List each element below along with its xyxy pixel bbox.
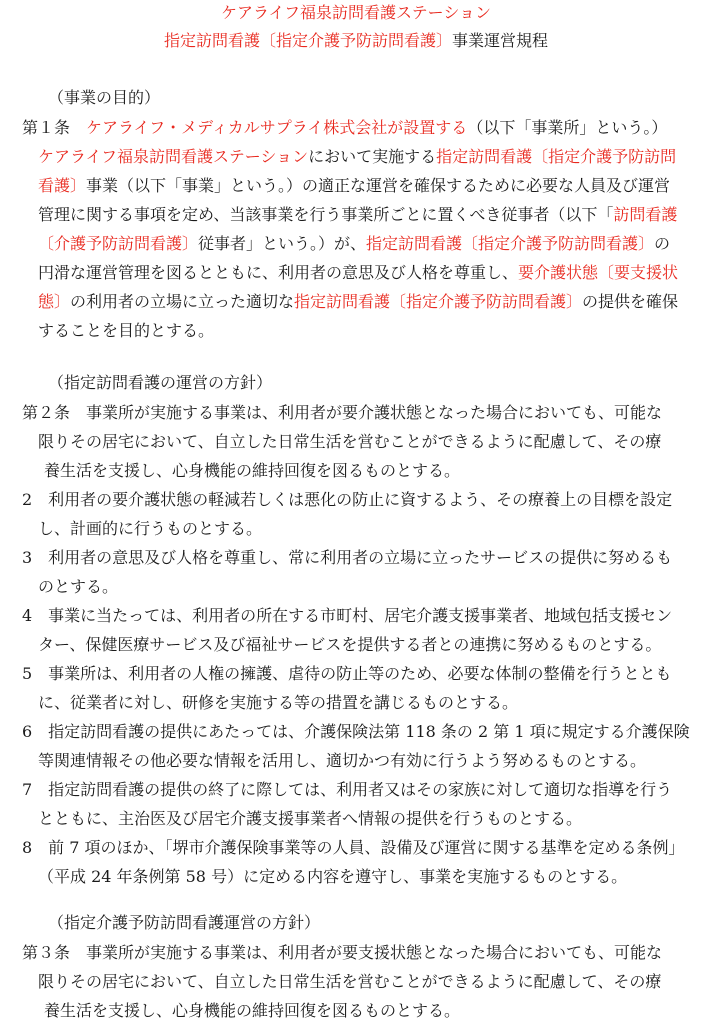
article-2-para-5: 5 事業所は、利用者の人権の擁護、虐待の防止等のため、必要な体制の整備を行うととも: [22, 664, 672, 683]
title-service-name: 指定訪問看護〔指定介護予防訪問看護〕: [163, 31, 452, 50]
article-2-para-8: 8 前 7 項のほか、「堺市介護保険事業等の人員、設備及び運営に関する基準を定める条例」: [22, 838, 685, 857]
article-2-para-6: 6 指定訪問看護の提供にあたっては、介護保険法第 118 条の 2 第 1 項に規定する介護保険: [22, 722, 690, 741]
article-1-line-3: 看護〕事業（以下「事業」という。）の適正な運営を確保するために必要な人員及び運営: [38, 176, 671, 195]
article-1-line-7: 態〕の利用者の立場に立った適切な指定訪問看護〔指定介護予防訪問看護〕の提供を確保: [38, 292, 679, 311]
heading-preventive-nursing-policy: （指定介護予防訪問看護運営の方針）: [48, 913, 321, 932]
article-1-line-5: 〔介護予防訪問看護〕従事者」という。）が、指定訪問看護〔指定介護予防訪問看護〕の: [38, 234, 671, 253]
article-2: 第２条 事業所が実施する事業は、利用者が要介護状態となった場合においても、可能な 限りその居宅において、自立した日常生活を営むことができるように配慮して、その療 養生活を支援し、心身機能の維持回復を図るものとする。 2 利用者の要介護状態の軽減若しくは悪化の防止に資するよう、その療養上の目標を設定 し、計画的に行うものとする。 3 利用者の意思及び人格を尊重し、常に利用者の立場に立ったサービスの提供に努めるも のとする。 4 事業に当たっては、利用者の所在する市町村、居宅介護支援事業者、地域包括支援セン ター、保健医療サービス及び福祉サービスを提供する者との連携に努めるものとする。 5 事業所は、利用者の人権の擁護、虐待の防止等のため、必要な体制の整備を行うととも に、従業者に対し、研修を実施する等の措置を講じるものとする。 6 指定訪問看護の提供にあたっては、介護保険法第 118 条の 2 第 1 項に規定する介護保険 等関連情報その他必要な情報を活用し、適切かつ有効に行うよう努めるものとする。 7 指定訪問看護の提供の終了に際しては、利用者又はその家族に対して適切な指導を行う とともに、主治医及び居宅介護支援事業者へ情報の提供を行うものとする。 8 前 7 項のほか、「堺市介護保険事業等の人員、設備及び運営に関する基準を定める条例」 （平成 24 年条例第 58 号）に定める内容を遵守し、事業を実施するものとする。: [22, 398, 702, 891]
article-2-para-2: 2 利用者の要介護状態の軽減若しくは悪化の防止に資するよう、その療養上の目標を設定: [22, 490, 673, 509]
article-1-line-2: ケアライフ福泉訪問看護ステーションにおいて実施する指定訪問看護〔指定介護予防訪問: [38, 147, 677, 166]
article-1-line-1: 第１条 ケアライフ・メディカルサプライ株式会社が設置する（以下「事業所」という。）: [22, 118, 668, 137]
title-suffix: 事業運営規程: [452, 31, 549, 50]
article-2-para-7: 7 指定訪問看護の提供の終了に際しては、利用者又はその家族に対して適切な指導を行う: [22, 780, 673, 799]
heading-visiting-nursing-policy: （指定訪問看護の運営の方針）: [48, 373, 273, 392]
article-1-label: 第１条: [22, 118, 71, 137]
article-1-line-8: することを目的とする。: [38, 321, 215, 340]
article-1-line-6: 円滑な運営管理を図るとともに、利用者の意思及び人格を尊重し、要介護状態〔要支援状: [38, 263, 679, 282]
title-regulation: [0, 30, 712, 52]
article-3: 第３条 事業所が実施する事業は、利用者が要支援状態となった場合においても、可能な 限りその居宅において、自立した日常生活を営むことができるように配慮して、その療 養生活を支援し、心身機能の維持回復を図るものとする。: [22, 943, 663, 1020]
title-station-name: ケアライフ福泉訪問看護ステーション: [220, 3, 492, 22]
article-1: [22, 113, 702, 345]
article-2-para-3: 3 利用者の意思及び人格を尊重し、常に利用者の立場に立ったサービスの提供に努めるも: [22, 548, 673, 567]
article-2-para-4: 4 事業に当たっては、利用者の所在する市町村、居宅介護支援事業者、地域包括支援セン: [22, 606, 673, 625]
heading-purpose: （事業の目的）: [48, 88, 161, 107]
article-1-line-4: 管理に関する事項を定め、当該事業を行う事業所ごとに置くべき従事者（以下「訪問看護: [38, 205, 678, 224]
